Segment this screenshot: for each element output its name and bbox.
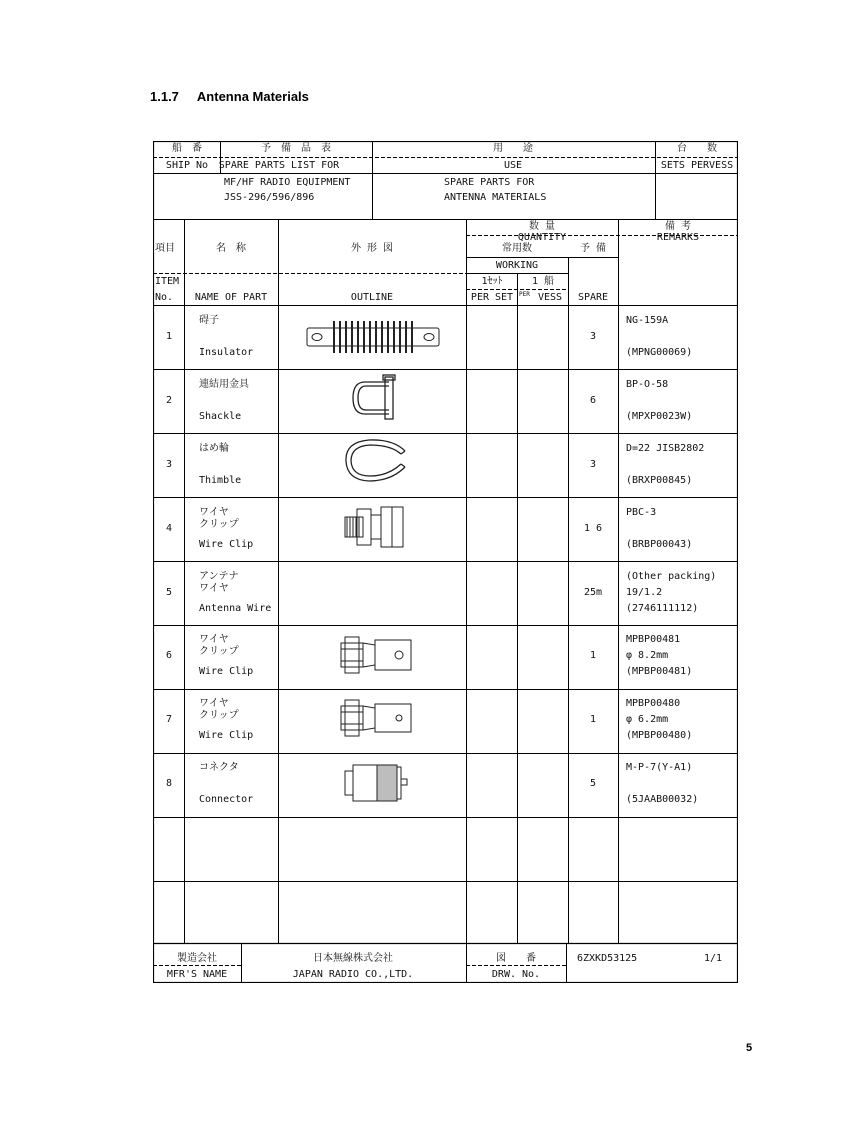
row-1-name-jp: 碍子	[199, 315, 219, 326]
row-3-remark-1: D=22 JISB2802	[626, 443, 705, 454]
drw-en: DRW. No.	[491, 969, 541, 980]
row-2-remark-3: (MPXP0023W)	[626, 411, 693, 422]
col-per-vess-en: VESS	[538, 292, 563, 303]
col-item-en-1: ITEM	[155, 276, 180, 287]
row-5-no: 5	[165, 587, 173, 598]
row-6-remark-1: MPBP00481	[626, 634, 681, 645]
row-1-no: 1	[165, 331, 173, 342]
company-jp: 日本無線株式会社	[313, 953, 393, 964]
wire-clip-terminal-icon	[339, 698, 415, 738]
list-title-jp: 予 備 品 表	[261, 143, 331, 154]
row-6-name-en: Wire Clip	[199, 666, 254, 677]
col-spare-en: SPARE	[577, 292, 609, 303]
row-7-remark-1: MPBP00480	[626, 698, 681, 709]
mfr-jp: 製造会社	[177, 953, 217, 964]
row-6-name-jp: ワイヤ クリップ	[199, 634, 239, 657]
col-working-en: WORKING	[495, 260, 539, 271]
row-2-name-en: Shackle	[199, 411, 242, 422]
row-4-spare: 1 6	[583, 523, 603, 534]
connector-icon	[343, 763, 411, 803]
row-7-name-jp: ワイヤ クリップ	[199, 698, 239, 721]
row-8-spare: 5	[589, 778, 597, 789]
row-3-name-en: Thimble	[199, 475, 242, 486]
ship-no-en: SHIP No	[165, 160, 209, 171]
row-8-name-jp: コネクタ	[199, 762, 239, 773]
row-7-remark-2: φ 6.2mm	[626, 714, 669, 725]
wire-clip-terminal-icon	[339, 635, 415, 675]
row-6-spare: 1	[589, 650, 597, 661]
row-7-no: 7	[165, 714, 173, 725]
spare-parts-sheet	[153, 141, 738, 983]
col-name-jp: 名 称	[216, 243, 246, 254]
row-5-remark-1: (Other packing)	[626, 571, 717, 582]
use-line-1: SPARE PARTS FOR	[444, 177, 535, 188]
row-6-remark-2: φ 8.2mm	[626, 650, 669, 661]
row-8-name-en: Connector	[199, 794, 254, 805]
col-quantity-jp: 数 量	[528, 221, 556, 232]
col-item-jp: 項目	[155, 243, 175, 254]
equipment-line-2: JSS-296/596/896	[224, 192, 315, 203]
row-4-no: 4	[165, 523, 173, 534]
wire-clip-icon	[341, 505, 407, 549]
sets-jp: 台 数	[677, 143, 717, 154]
row-6-remark-3: (MPBP00481)	[626, 666, 693, 677]
shackle-icon	[349, 374, 397, 422]
section-title: Antenna Materials	[196, 89, 309, 104]
row-2-name-jp: 連結用金具	[199, 379, 249, 390]
mfr-en: MFR'S NAME	[166, 969, 228, 980]
row-2-no: 2	[165, 395, 173, 406]
row-1-name-en: Insulator	[199, 347, 254, 358]
row-4-remark-1: PBC-3	[626, 507, 657, 518]
col-per-vess-jp: 1 船	[531, 276, 555, 287]
section-number: 1.1.7	[150, 89, 179, 104]
drw-jp: 図 番	[496, 953, 536, 964]
col-name-en: NAME OF PART	[194, 292, 268, 303]
col-per-set-en: PER SET	[470, 292, 514, 303]
col-item-en-2: No.	[155, 292, 174, 303]
row-1-remark-3: (MPNG00069)	[626, 347, 693, 358]
row-4-name-en: Wire Clip	[199, 539, 254, 550]
col-outline-jp: 外 形 図	[350, 243, 394, 254]
row-1-spare: 3	[589, 331, 597, 342]
row-5-name-jp: アンテナ ワイヤ	[199, 571, 239, 594]
row-1-remark-1: NG-159A	[626, 315, 669, 326]
row-7-name-en: Wire Clip	[199, 730, 254, 741]
sets-en: SETS PERVESS	[660, 160, 734, 171]
row-4-name-jp: ワイヤ クリップ	[199, 507, 239, 530]
company-en: JAPAN RADIO CO.,LTD.	[292, 969, 414, 980]
col-remarks-jp: 備 考	[664, 221, 692, 232]
row-7-remark-3: (MPBP00480)	[626, 730, 693, 741]
row-5-remark-2: 19/1.2	[626, 587, 663, 598]
col-outline-en: OUTLINE	[350, 292, 394, 303]
row-5-remark-3: (2746111112)	[626, 603, 699, 614]
row-3-remark-3: (BRXP00845)	[626, 475, 693, 486]
col-quantity-en: QUANTITY	[517, 232, 567, 243]
ship-no-jp: 船 番	[172, 143, 202, 154]
row-2-remark-1: BP-O-58	[626, 379, 669, 390]
col-working-jp: 常用数	[502, 243, 532, 254]
row-3-name-jp: はめ輪	[199, 443, 229, 454]
row-5-spare: 25m	[583, 587, 603, 598]
equipment-line-1: MF/HF RADIO EQUIPMENT	[224, 177, 351, 188]
row-8-remark-1: M-P-7(Y-A1)	[626, 762, 693, 773]
row-7-spare: 1	[589, 714, 597, 725]
section-heading	[150, 89, 309, 104]
row-2-spare: 6	[589, 395, 597, 406]
row-5-name-en: Antenna Wire	[199, 603, 272, 614]
row-6-no: 6	[165, 650, 173, 661]
col-per-vess-sup: PER	[519, 291, 530, 298]
thimble-icon	[343, 437, 409, 485]
use-line-2: ANTENNA MATERIALS	[444, 192, 547, 203]
row-8-no: 8	[165, 778, 173, 789]
drawing-number: 6ZXKD53125	[577, 953, 638, 964]
col-per-set-jp: 1ｾｯﾄ	[481, 276, 503, 287]
row-4-remark-3: (BRBP00043)	[626, 539, 693, 550]
col-remarks-en: REMARKS	[656, 232, 700, 243]
table-grid	[153, 141, 738, 983]
col-spare-jp: 予 備	[579, 243, 607, 254]
use-jp: 用 途	[493, 143, 533, 154]
page-number: 5	[746, 1042, 753, 1054]
sheet-number: 1/1	[704, 953, 723, 964]
use-en: USE	[503, 160, 523, 171]
list-title-en: SPARE PARTS LIST FOR	[218, 160, 340, 171]
insulator-icon	[306, 319, 440, 355]
row-8-remark-3: (5JAAB00032)	[626, 794, 699, 805]
row-3-spare: 3	[589, 459, 597, 470]
row-3-no: 3	[165, 459, 173, 470]
